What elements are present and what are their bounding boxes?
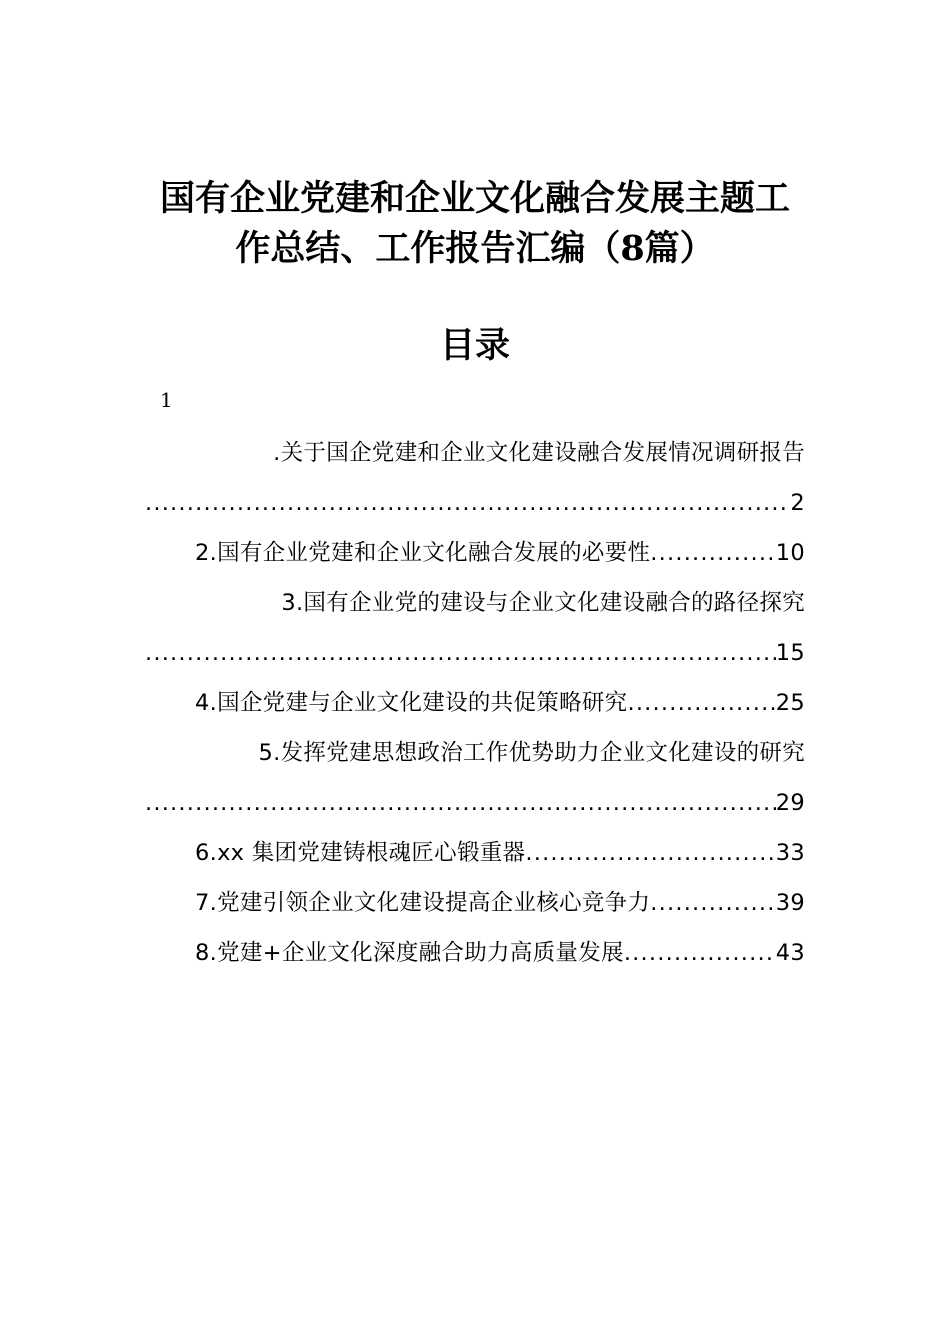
toc-entry-page: 2 [790,490,805,516]
table-of-contents [145,428,805,978]
toc-entry-page: 33 [775,840,805,866]
toc-entry[interactable] [145,828,805,878]
list-number: 1 [160,388,173,412]
toc-dot-leader [145,628,776,678]
toc-entry-label: 5.发挥党建思想政治工作优势助力企业文化建设的研究 [258,740,805,766]
toc-dot-leader [650,878,775,928]
document-title-line-1: 国有企业党建和企业文化融合发展主题工 [159,178,790,219]
toc-dot-leader [650,528,775,578]
toc-entry-label: 8.党建+企业文化深度融合助力高质量发展 [195,940,624,966]
toc-entry-label: 4.国企党建与企业文化建设的共促策略研究 [195,690,628,716]
toc-entry-label: 7.党建引领企业文化建设提高企业核心竞争力 [195,890,651,916]
toc-entry-label: 6.xx 集团党建铸根魂匠心锻重器 [195,840,526,866]
toc-entry-page: 15 [775,640,805,666]
toc-entry[interactable] [145,678,805,728]
toc-entry-label: 3.国有企业党的建设与企业文化建设融合的路径探究 [281,590,805,616]
toc-heading: 目录 [439,325,510,366]
toc-entry-page: 29 [775,790,805,816]
toc-entry[interactable] [145,528,805,578]
toc-dot-leader [145,778,776,828]
toc-entry[interactable] [145,928,805,978]
toc-entry-page: 43 [775,940,805,966]
toc-dot-leader [145,478,790,528]
toc-entry-label: 2.国有企业党建和企业文化融合发展的必要性 [195,540,651,566]
toc-entry[interactable] [145,728,805,828]
toc-dot-leader [627,678,775,728]
toc-dot-leader [525,828,775,878]
document-title-line-2: 作总结、工作报告汇编（8篇） [235,228,715,269]
toc-dot-leader [624,928,776,978]
toc-entry-page: 25 [775,690,805,716]
toc-entry[interactable] [145,878,805,928]
toc-entry[interactable] [145,578,805,678]
toc-entry-page: 10 [775,540,805,566]
toc-entry-label: .关于国企党建和企业文化建设融合发展情况调研报告 [273,440,805,466]
toc-entry-page: 39 [775,890,805,916]
toc-entry[interactable] [145,428,805,528]
